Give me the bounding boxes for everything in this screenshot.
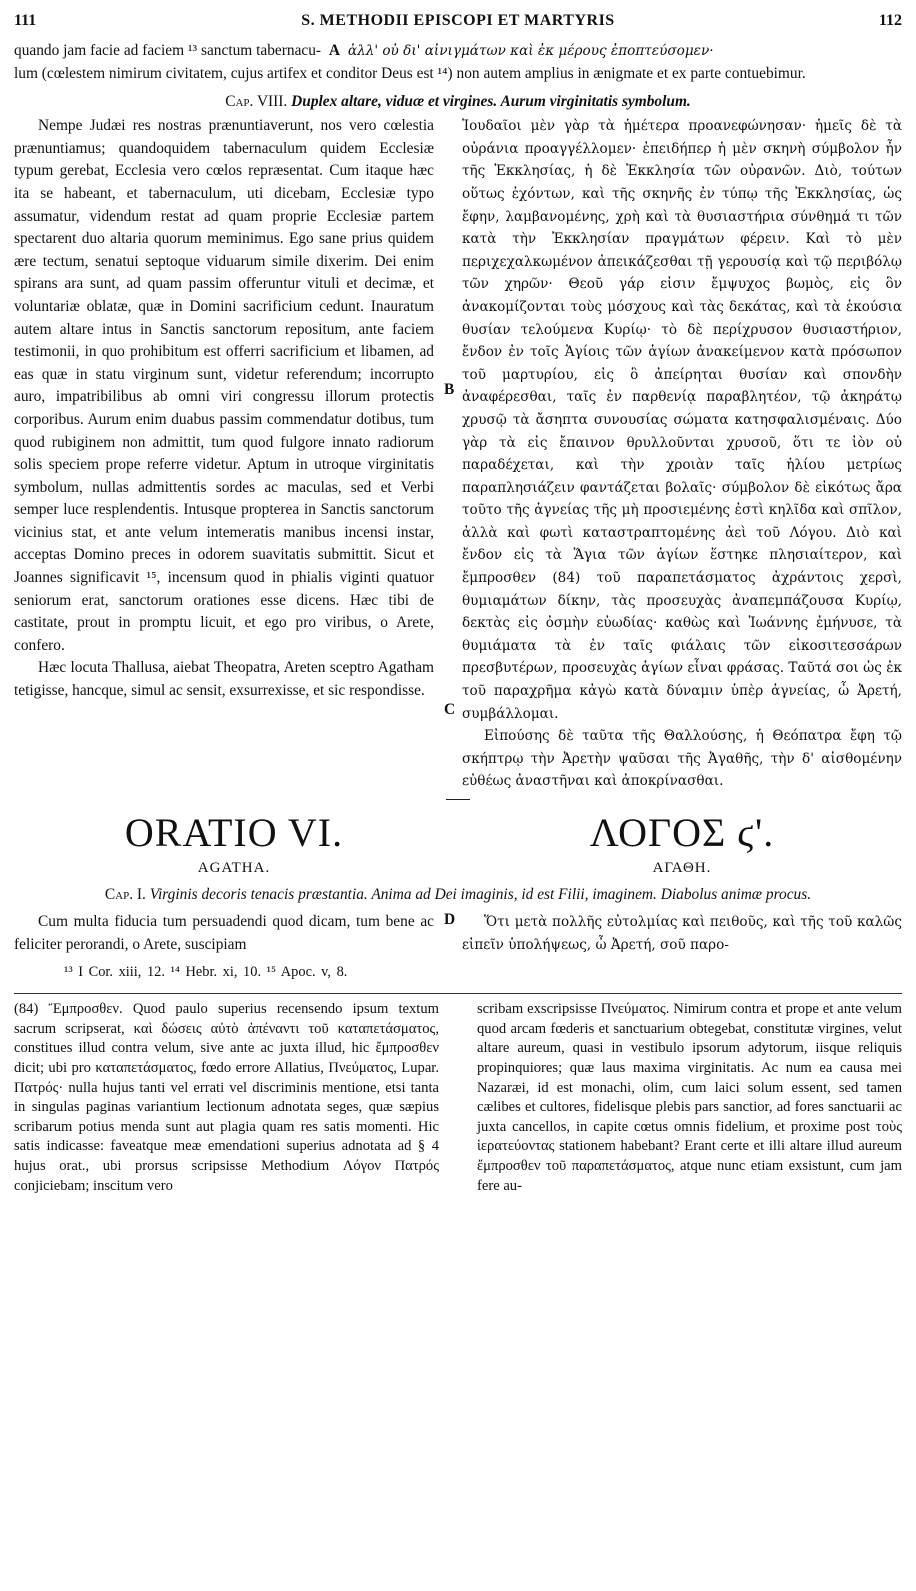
main-columns bbox=[14, 115, 902, 793]
latin-oration-subtitle: AGATHA. bbox=[197, 860, 271, 876]
margin-letter-b: B bbox=[444, 381, 455, 399]
intro-latin-2: lum (cœlestem nimirum civitatem, cujus artifex et conditor Deus est ¹⁴) non autem amplius in ænigmate et ex parte contuebimur. bbox=[14, 64, 806, 82]
intro-latin-1: quando jam facie ad faciem ¹³ sanctum tabernacu- bbox=[14, 42, 322, 59]
footnote-references: ¹³ I Cor. xiii, 12. ¹⁴ Hebr. xi, 10. ¹⁵ Apoc. v, 8. bbox=[64, 964, 348, 981]
margin-letter-d: D bbox=[444, 911, 456, 928]
notes-section bbox=[14, 1000, 902, 1196]
chapter-1-label: Cap. I. bbox=[104, 886, 146, 903]
chapter-8-title: Duplex altare, viduæ et virgines. Aurum virginitatis symbolum. bbox=[291, 93, 691, 111]
intro-block bbox=[14, 40, 902, 85]
chapter-8-label: Cap. VIII. bbox=[225, 93, 288, 111]
chapter-1-heading bbox=[14, 884, 902, 905]
note-right-column: scribam exscripsisse Πνεύματος. Nimirum contra et prope et ante velum quod arcam fœderis et sanctuarium obtegebat, constitutæ virgines, velut altare aureum, quasi in vestibulo ipsorum adytorum, iisque reliquis propinquiores; quæ laus maxima virginitatis. Ac num ea causa mei Nazaræi, id est monachi, olim, cum laici solum essent, sed tamen cælibes et cultores, fidelisque plebis pars sanctior, ad fores sanctuarii ac juxta cancellos, in capite cœtus omnis fidelium, et proxime post τοὺς ἱερατεύοντας stationem habebant? Erant certe et illi altare illud aureum ἔμπροσθεν τοῦ παραπετάσματος, atque nunc etiam exsistunt, cum jam fere au- bbox=[477, 1001, 902, 1194]
running-title: S. METHODII EPISCOPI ET MARTYRIS bbox=[301, 12, 615, 29]
note-left-column: (84) Ἔμπροσθεν. Quod paulo superius recensendo ipsum textum sacrum scripserat, καὶ δώσεις αὐτὸ ἀπέναντι τοῦ καταπετάσματος, constitues illud contra velum, sive ante ac juxta illud, hic ἔμπροσθεν dicit; ubi pro καταπετάσματος, fœdo errore Allatius, Πνεύματος, Lupar. Πατρός· nulla hujus tanti vel errati vel discriminis mentione, etsi tanta in singulas paginas variantium lectionum adnotata seges, quæ sæpius scribarum potius menda sunt aut plagia quam res satis momenti. Hic satis indicasse: faveatque meæ emendationi superius adnotata ad § 4 hujus orat., ubi prorsus scripsisse Methodium Λόγον Πατρός conjiciebam; inscitum vero bbox=[14, 1001, 439, 1194]
latin-oration-title: ORATIO VI. bbox=[124, 810, 344, 855]
greek-column bbox=[462, 115, 902, 793]
document-page bbox=[14, 8, 902, 1583]
greek-oration-title: ΛΟΓΟΣ ϛ'. bbox=[589, 810, 775, 855]
chapter-1-title: Virginis decoris tenacis præstantia. Anima ad Dei imaginis, id est Filii, imaginem. Diabolus animæ procus. bbox=[149, 886, 812, 903]
page-number-left: 111 bbox=[14, 12, 37, 29]
opening-columns bbox=[14, 911, 902, 956]
latin-paragraph-1: Nempe Judæi res nostras prænuntiaverunt, nos vero cœlestia prænuntiamus; quandoquidem tabernaculum quidem Ecclesiæ typum gerebat, Ecclesia vero cœlos repræsentat. Cum itaque hæc ita se habeant, et tabernaculum, uti dicebam, Ecclesiæ typo assumatur, videndum restat ad quam proprie Ecclesiæ partem spectarent duo altaria quorum meminimus. Ego sane prius quidem ære tectum, senatui septoque viduarum simile dixerim. Dei enim spirans ara sunt, ad quam passim offeruntur vituli et decimæ, et voluntariæ oblatæ, quæ in Domini sacrificium cedunt. Inauratum autem altare intus in Sanctis sanctorum repositum, ante faciem testimonii, in quo prohibitum est offerri sacrificium et libamen, ad eas quæ in statu virginum sunt, videtur referendum; incorrupto auro, impatribilibus ab omni viri congressu illorum protectis corporibus. Aurum enim duabus passim commendatur dotibus, tum quod rubiginem non admittit, tum quod fulgore innato radiorum solis speciem prope referre videtur. Aptum in utroque virginitatis symbolum, nullas admittentis sordes ac maculas, sed et Verbi semper luce resplendentis. Intusque propterea in Sanctis sanctorum vicinius stat, et ante velum intemeratis manibus incensi instar, acceptas Domino preces in odorem suavitatis submittit. Sicut et Joannes significavit ¹⁵, incensum quod in phialis viginti quatuor seniorum erat, sanctorum orationes esse dicens. Hæc tibi de castitate, prout in promptu licuit, et ego pro viribus, o Arete, confero. bbox=[14, 117, 434, 654]
latin-paragraph-2: Hæc locuta Thallusa, aiebat Theopatra, Areten sceptro Agatham tetigisse, hancque, simul ac sensit, exsurrexisse, et sic respondisse. bbox=[14, 659, 434, 700]
chapter-8-heading bbox=[14, 91, 902, 113]
intro-greek: ἀλλ' οὐ δι' αἰνιγμάτων καὶ ἐκ μέρους ἐποπτεύσομεν· bbox=[347, 43, 714, 59]
margin-letter-c: C bbox=[444, 701, 456, 719]
intro-line-1 bbox=[14, 40, 902, 63]
latin-column bbox=[14, 115, 434, 793]
latin-oration-heading bbox=[14, 810, 454, 880]
oration-headings bbox=[14, 810, 902, 880]
greek-paragraph-2: Εἰπούσης δὲ ταῦτα τῆς Θαλλούσης, ἡ Θεόπατρα ἔφη τῷ σκήπτρῳ τὴν Ἀρετὴν ψαῦσαι τῆς Ἀγαθῆς, τὴν δ' αἰσθομένην εὐθέως ἀναστῆναι καὶ ἀποκρίνασθαι. bbox=[462, 728, 902, 790]
greek-oration-subtitle: ΑΓΑΘΗ. bbox=[652, 860, 712, 876]
opening-greek-column bbox=[462, 911, 902, 956]
margin-letter-a: A bbox=[328, 42, 341, 59]
running-head bbox=[14, 8, 902, 36]
page-number-right: 112 bbox=[878, 12, 902, 29]
notes-divider bbox=[14, 993, 902, 994]
greek-paragraph-1: Ἰουδαῖοι μὲν γὰρ τὰ ἡμέτερα προανεφώνησαν· ἡμεῖς δὲ τὰ οὐράνια προαγγέλλομεν· ἐπειδήπερ ἡ μὲν σκηνὴ σύμβολον ἦν τῆς Ἐκκλησίας, ἡ δὲ Ἐκκλησία τῶν οὐρανῶν. Διὸ, τούτων οὕτως ἐχόντων, καὶ τῆς σκηνῆς ἐν τύπῳ τῆς Ἐκκλησίας, ὡς ἔφην, λαμβανομένης, χρὴ καὶ τὰ θυσιαστήρια σύνθημά τι τῶν κατὰ τὴν Ἐκκλησίαν πραγμάτων φέρειν. Καὶ τὸ μὲν περιχεχαλκωμένον ἀπεικάζεσθαι τῇ γερουσίᾳ καὶ τῷ περιβόλῳ τῶν χηρῶν· Θεοῦ γάρ εἰσιν ἔμψυχος βωμὸς, εἰς ὃν ἀνακομίζονται τοὺς μόσχους καὶ τὰς δεκάτας, καὶ τὰ ἑκούσια θυσίαν τελούμενα Κυρίῳ· τὸ δὲ περίχρυσον θυσιαστήριον, ἔνδον ἐν τοῖς Ἁγίοις τῶν ἁγίων ἀνακείμενον κατὰ πρόσωπον τοῦ μαρτυρίου, εἰς ὃ ἀπείρηται θυσίαν καὶ σπονδὴν ἀναφέρεσθαι, ταῖς ἐν παρθενίᾳ παραβλητέον, τῷ ἀκηράτῳ χρυσῷ τὰ ἄσηπτα συνουσίας σώματα κατησφαλισμέναις. Δύο γὰρ τὰ εἰς ἔπαινον θρυλλοῦνται χρυσοῦ, ὅτι τε ἰὸν οὐ παραδέχεται, καὶ τὴν χροιὰν ταῖς ἡλίου μετρίως παραπλησιάζειν φαντάζεται βολαῖς· σύμβολον δὲ εἰκότως ἄρα τοῦτο τῆς ἁγνείας τῆς μὴ προσιεμένης ἐστὶ κηλῖδα καὶ σπῖλον, ἀλλὰ καὶ φωτὶ καταστραπτομένης ἀεὶ τοῦ Λόγου. Διὸ καὶ ἔνδον εἰς τὰ Ἅγια τῶν ἁγίων ἕστηκε πλησιαίτερον, καὶ ἔμπροσθεν (84) τοῦ παραπετάσματος ἀχράντοις χερσὶ, θυμιαμάτων δίκην, τὰς προσευχὰς ἀναπεμπάζουσα Κυρίῳ, δεκτὰς εἰς ὀσμὴν εὐωδίας· καθὼς καὶ Ἰωάννης ἐμήνυσε, τὰ θυμιάματα τὰ ἐν ταῖς φιάλαις τῶν εἰκοσιτεσσάρων πρεσβυτέρων, προσευχὰς ἁγίων εἶναι φράσας. Ταῦτά σοι ὡς ἐκ τοῦ παραχρῆμα κἀγὼ κατὰ δύναμιν ὑπὲρ ἁγνείας, ὦ Ἀρετή, συμβάλλομαι. bbox=[462, 118, 902, 722]
opening-latin: Cum multa fiducia tum persuadendi quod dicam, tum bene ac feliciter perorandi, o Arete, suscipiam bbox=[14, 913, 434, 953]
opening-latin-column bbox=[14, 911, 434, 956]
greek-oration-heading bbox=[462, 810, 902, 880]
section-divider bbox=[446, 799, 470, 800]
opening-greek: Ὅτι μετὰ πολλῆς εὐτολμίας καὶ πειθοῦς, καὶ τῆς τοῦ καλῶς εἰπεῖν ὑπολήψεως, ὦ Ἀρετή, σοῦ παρο- bbox=[462, 914, 902, 953]
